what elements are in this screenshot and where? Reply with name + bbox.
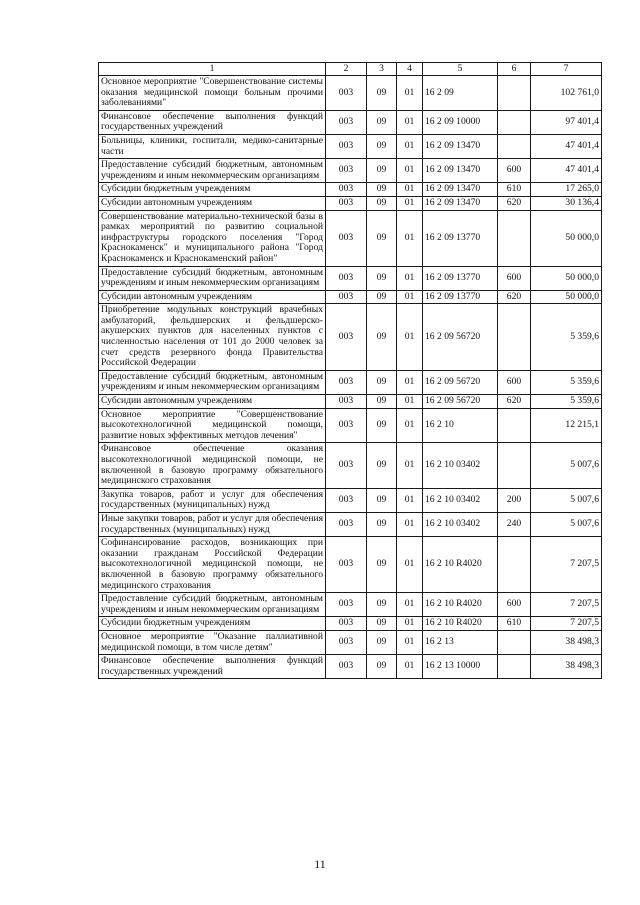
row-name-cell: Основное мероприятие "Совершенствование системы оказания медицинской помощи больным прочими заболеваниями" (99, 76, 326, 111)
row-subsection-cell: 01 (397, 655, 423, 679)
row-grbs-cell: 003 (326, 304, 367, 371)
row-expense-type-cell: 610 (498, 617, 531, 631)
row-target-article-cell: 16 2 09 13770 (423, 266, 498, 290)
row-section-cell: 09 (367, 537, 397, 593)
row-name-cell: Предоставление субсидий бюджетным, автономным учреждениям и иным некоммерческим организациям (99, 159, 326, 183)
row-amount-cell: 5 007,6 (531, 443, 602, 488)
row-amount-cell: 12 215,1 (531, 408, 602, 443)
row-section-cell: 09 (367, 76, 397, 111)
row-amount-cell: 17 265,0 (531, 183, 602, 197)
row-section-cell: 09 (367, 134, 397, 158)
table-row (99, 395, 602, 409)
row-target-article-cell: 16 2 09 (423, 76, 498, 111)
row-name-cell: Предоставление субсидий бюджетным, автономным учреждениям и иным некоммерческим организациям (99, 593, 326, 617)
row-amount-cell: 5 359,6 (531, 304, 602, 371)
column-header-2: 2 (326, 63, 367, 76)
row-section-cell: 09 (367, 266, 397, 290)
table-row (99, 159, 602, 183)
row-amount-cell: 7 207,5 (531, 537, 602, 593)
row-grbs-cell: 003 (326, 196, 367, 210)
row-name-cell: Предоставление субсидий бюджетным, автономным учреждениям и иным некоммерческим организациям (99, 266, 326, 290)
row-section-cell: 09 (367, 488, 397, 512)
row-subsection-cell: 01 (397, 593, 423, 617)
table-row (99, 443, 602, 488)
row-subsection-cell: 01 (397, 443, 423, 488)
row-expense-type-cell: 600 (498, 266, 531, 290)
table-row (99, 210, 602, 266)
row-grbs-cell: 003 (326, 290, 367, 304)
row-grbs-cell: 003 (326, 110, 367, 134)
row-expense-type-cell (498, 408, 531, 443)
row-expense-type-cell: 620 (498, 290, 531, 304)
row-name-cell: Субсидии автономным учреждениям (99, 196, 326, 210)
row-grbs-cell: 003 (326, 159, 367, 183)
row-amount-cell: 7 207,5 (531, 617, 602, 631)
row-section-cell: 09 (367, 443, 397, 488)
page-number: 11 (314, 857, 326, 871)
row-subsection-cell: 01 (397, 512, 423, 536)
row-section-cell: 09 (367, 210, 397, 266)
row-grbs-cell: 003 (326, 488, 367, 512)
row-expense-type-cell (498, 443, 531, 488)
row-subsection-cell: 01 (397, 266, 423, 290)
row-section-cell: 09 (367, 110, 397, 134)
row-grbs-cell: 003 (326, 395, 367, 409)
table-row (99, 370, 602, 394)
row-expense-type-cell (498, 110, 531, 134)
row-target-article-cell: 16 2 10 03402 (423, 488, 498, 512)
row-name-cell: Субсидии автономным учреждениям (99, 290, 326, 304)
row-subsection-cell: 01 (397, 488, 423, 512)
row-section-cell: 09 (367, 512, 397, 536)
row-grbs-cell: 003 (326, 630, 367, 654)
row-target-article-cell: 16 2 13 (423, 630, 498, 654)
row-grbs-cell: 003 (326, 537, 367, 593)
row-amount-cell: 50 000,0 (531, 290, 602, 304)
row-amount-cell: 38 498,3 (531, 655, 602, 679)
row-subsection-cell: 01 (397, 304, 423, 371)
row-target-article-cell: 16 2 09 13470 (423, 134, 498, 158)
column-header-4: 4 (397, 63, 423, 76)
row-section-cell: 09 (367, 196, 397, 210)
row-target-article-cell: 16 2 13 10000 (423, 655, 498, 679)
table-row (99, 655, 602, 679)
row-section-cell: 09 (367, 370, 397, 394)
row-name-cell: Основное мероприятие "Совершенствование высокотехнологичной медицинской помощи, развитие новых эффективных методов лечения" (99, 408, 326, 443)
row-grbs-cell: 003 (326, 134, 367, 158)
row-name-cell: Предоставление субсидий бюджетным, автономным учреждениям и иным некоммерческим организациям (99, 370, 326, 394)
table-row (99, 183, 602, 197)
row-expense-type-cell (498, 210, 531, 266)
table-row (99, 196, 602, 210)
row-grbs-cell: 003 (326, 443, 367, 488)
row-amount-cell: 50 000,0 (531, 210, 602, 266)
table-header-row (99, 63, 602, 76)
table-row (99, 512, 602, 536)
table-row (99, 593, 602, 617)
row-expense-type-cell: 200 (498, 488, 531, 512)
row-section-cell: 09 (367, 593, 397, 617)
row-target-article-cell: 16 2 10 (423, 408, 498, 443)
row-amount-cell: 38 498,3 (531, 630, 602, 654)
row-expense-type-cell (498, 134, 531, 158)
row-section-cell: 09 (367, 655, 397, 679)
row-target-article-cell: 16 2 10 03402 (423, 512, 498, 536)
row-name-cell: Финансовое обеспечение выполнения функций государственных учреждений (99, 655, 326, 679)
row-name-cell: Иные закупки товаров, работ и услуг для обеспечения государственных (муниципальных) нужд (99, 512, 326, 536)
table-row (99, 290, 602, 304)
row-section-cell: 09 (367, 630, 397, 654)
row-amount-cell: 7 207,5 (531, 593, 602, 617)
row-target-article-cell: 16 2 09 13470 (423, 196, 498, 210)
row-grbs-cell: 003 (326, 408, 367, 443)
row-amount-cell: 30 136,4 (531, 196, 602, 210)
table-row (99, 488, 602, 512)
row-subsection-cell: 01 (397, 630, 423, 654)
row-grbs-cell: 003 (326, 512, 367, 536)
row-subsection-cell: 01 (397, 617, 423, 631)
row-expense-type-cell: 610 (498, 183, 531, 197)
row-amount-cell: 5 007,6 (531, 512, 602, 536)
row-subsection-cell: 01 (397, 370, 423, 394)
row-expense-type-cell (498, 304, 531, 371)
table-row (99, 266, 602, 290)
row-section-cell: 09 (367, 408, 397, 443)
row-expense-type-cell: 600 (498, 593, 531, 617)
row-expense-type-cell: 620 (498, 196, 531, 210)
row-amount-cell: 5 359,6 (531, 395, 602, 409)
row-target-article-cell: 16 2 10 R4020 (423, 537, 498, 593)
row-subsection-cell: 01 (397, 290, 423, 304)
row-section-cell: 09 (367, 395, 397, 409)
column-header-1: 1 (99, 63, 326, 76)
row-name-cell: Приобретение модульных конструкций врачебных амбулаторий, фельдшерских и фельдшерско-акушерских пунктов для населенных пунктов с численностью населения от 101 до 2000 человек за счет средств резервного фонда Правительства Российской Федерации (99, 304, 326, 371)
row-grbs-cell: 003 (326, 266, 367, 290)
row-name-cell: Финансовое обеспечение оказания высокотехнологичной медицинской помощи, не включенной в базовую программу обязательного медицинского страхования (99, 443, 326, 488)
row-subsection-cell: 01 (397, 210, 423, 266)
row-amount-cell: 47 401,4 (531, 159, 602, 183)
row-subsection-cell: 01 (397, 76, 423, 111)
row-grbs-cell: 003 (326, 210, 367, 266)
row-subsection-cell: 01 (397, 395, 423, 409)
column-header-3: 3 (367, 63, 397, 76)
row-amount-cell: 47 401,4 (531, 134, 602, 158)
row-target-article-cell: 16 2 10 R4020 (423, 593, 498, 617)
row-expense-type-cell (498, 655, 531, 679)
row-expense-type-cell (498, 537, 531, 593)
row-grbs-cell: 003 (326, 617, 367, 631)
row-grbs-cell: 003 (326, 183, 367, 197)
table-row (99, 630, 602, 654)
row-subsection-cell: 01 (397, 183, 423, 197)
row-amount-cell: 97 401,4 (531, 110, 602, 134)
table-row (99, 537, 602, 593)
row-grbs-cell: 003 (326, 370, 367, 394)
table-row (99, 76, 602, 111)
row-target-article-cell: 16 2 09 13770 (423, 290, 498, 304)
column-header-5: 5 (423, 63, 498, 76)
row-expense-type-cell (498, 630, 531, 654)
row-section-cell: 09 (367, 304, 397, 371)
row-subsection-cell: 01 (397, 159, 423, 183)
row-amount-cell: 5 007,6 (531, 488, 602, 512)
row-name-cell: Больницы, клиники, госпитали, медико-санитарные части (99, 134, 326, 158)
budget-document-page (98, 62, 601, 679)
row-target-article-cell: 16 2 09 56720 (423, 304, 498, 371)
row-section-cell: 09 (367, 290, 397, 304)
row-expense-type-cell: 240 (498, 512, 531, 536)
row-subsection-cell: 01 (397, 110, 423, 134)
table-row (99, 304, 602, 371)
column-header-6: 6 (498, 63, 531, 76)
row-name-cell: Совершенствование материально-технической базы в рамках мероприятий по развитию социальной инфраструктуры городского поселения "Город Краснокаменск" и муниципального района "Город Краснокаменск и Краснокаменский район" (99, 210, 326, 266)
column-header-7: 7 (531, 63, 602, 76)
row-section-cell: 09 (367, 159, 397, 183)
row-expense-type-cell: 600 (498, 159, 531, 183)
row-target-article-cell: 16 2 09 56720 (423, 370, 498, 394)
row-subsection-cell: 01 (397, 408, 423, 443)
row-expense-type-cell: 600 (498, 370, 531, 394)
row-target-article-cell: 16 2 09 56720 (423, 395, 498, 409)
row-subsection-cell: 01 (397, 537, 423, 593)
table-row (99, 408, 602, 443)
row-name-cell: Софинансирование расходов, возникающих при оказании гражданам Российской Федерации высокотехнологичной медицинской помощи, не включенной в базовую программу обязательного медицинского страхования (99, 537, 326, 593)
row-grbs-cell: 003 (326, 593, 367, 617)
table-body (99, 76, 602, 679)
row-expense-type-cell (498, 76, 531, 111)
row-target-article-cell: 16 2 09 13470 (423, 183, 498, 197)
row-target-article-cell: 16 2 09 13770 (423, 210, 498, 266)
row-target-article-cell: 16 2 10 R4020 (423, 617, 498, 631)
row-name-cell: Субсидии бюджетным учреждениям (99, 617, 326, 631)
row-target-article-cell: 16 2 09 10000 (423, 110, 498, 134)
row-amount-cell: 102 761,0 (531, 76, 602, 111)
row-name-cell: Финансовое обеспечение выполнения функций государственных учреждений (99, 110, 326, 134)
row-section-cell: 09 (367, 183, 397, 197)
row-section-cell: 09 (367, 617, 397, 631)
table-row (99, 110, 602, 134)
row-target-article-cell: 16 2 09 13470 (423, 159, 498, 183)
row-name-cell: Основное мероприятие "Оказание паллиативной медицинской помощи, в том числе детям" (99, 630, 326, 654)
budget-table (98, 62, 602, 679)
table-row (99, 134, 602, 158)
row-expense-type-cell: 620 (498, 395, 531, 409)
row-amount-cell: 5 359,6 (531, 370, 602, 394)
row-target-article-cell: 16 2 10 03402 (423, 443, 498, 488)
row-subsection-cell: 01 (397, 134, 423, 158)
row-grbs-cell: 003 (326, 76, 367, 111)
row-name-cell: Субсидии бюджетным учреждениям (99, 183, 326, 197)
table-row (99, 617, 602, 631)
row-subsection-cell: 01 (397, 196, 423, 210)
row-name-cell: Закупка товаров, работ и услуг для обеспечения государственных (муниципальных) нужд (99, 488, 326, 512)
row-name-cell: Субсидии автономным учреждениям (99, 395, 326, 409)
row-amount-cell: 50 000,0 (531, 266, 602, 290)
row-grbs-cell: 003 (326, 655, 367, 679)
